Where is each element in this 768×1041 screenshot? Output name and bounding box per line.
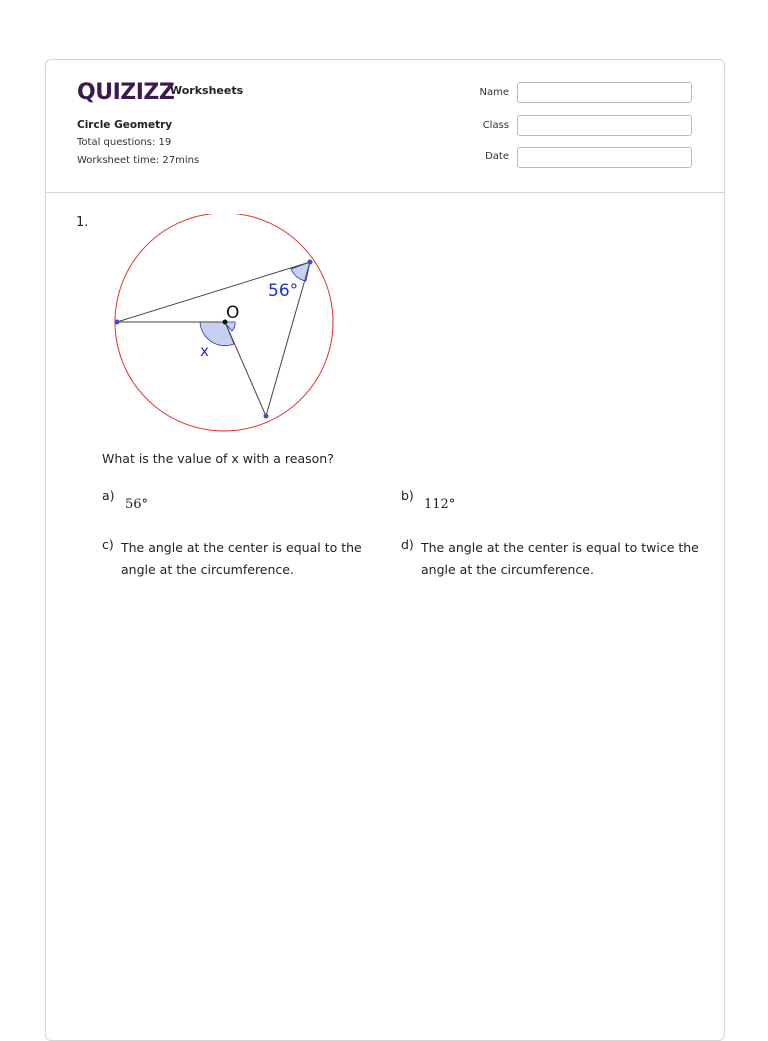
date-field[interactable] <box>517 147 692 168</box>
option-d-text[interactable]: The angle at the center is equal to twice the angle at the circumference. <box>421 540 699 577</box>
logo-subtitle: Worksheets <box>170 84 244 97</box>
name-field[interactable] <box>517 82 692 103</box>
question-text: What is the value of x with a reason? <box>102 451 334 466</box>
worksheet-time: Worksheet time: 27mins <box>77 155 200 166</box>
point-bottom <box>264 414 269 419</box>
option-b-letter: b) <box>401 488 414 503</box>
total-questions: Total questions: 19 <box>77 137 172 148</box>
worksheet-title: Circle Geometry <box>77 119 173 131</box>
quizizz-logo: QUIZIZZ <box>77 80 175 105</box>
radius-bottom <box>225 322 266 416</box>
point-top <box>308 260 313 265</box>
label-center-o: O <box>226 303 240 323</box>
date-label: Date <box>485 151 509 162</box>
option-a-text[interactable]: 56° <box>125 497 149 512</box>
option-c-text[interactable]: The angle at the center is equal to the angle at the circumference. <box>121 540 362 577</box>
option-c-letter: c) <box>102 537 114 552</box>
option-b-text[interactable]: 112° <box>424 497 456 512</box>
option-d-letter: d) <box>401 537 414 552</box>
name-label: Name <box>479 87 509 98</box>
question-number: 1. <box>76 215 89 230</box>
label-56: 56° <box>268 281 299 301</box>
class-field[interactable] <box>517 115 692 136</box>
point-left <box>115 320 120 325</box>
label-x: x <box>200 342 209 360</box>
worksheet-header <box>46 60 724 193</box>
class-label: Class <box>482 120 509 131</box>
circle-diagram <box>108 214 344 434</box>
option-a-letter: a) <box>102 488 115 503</box>
